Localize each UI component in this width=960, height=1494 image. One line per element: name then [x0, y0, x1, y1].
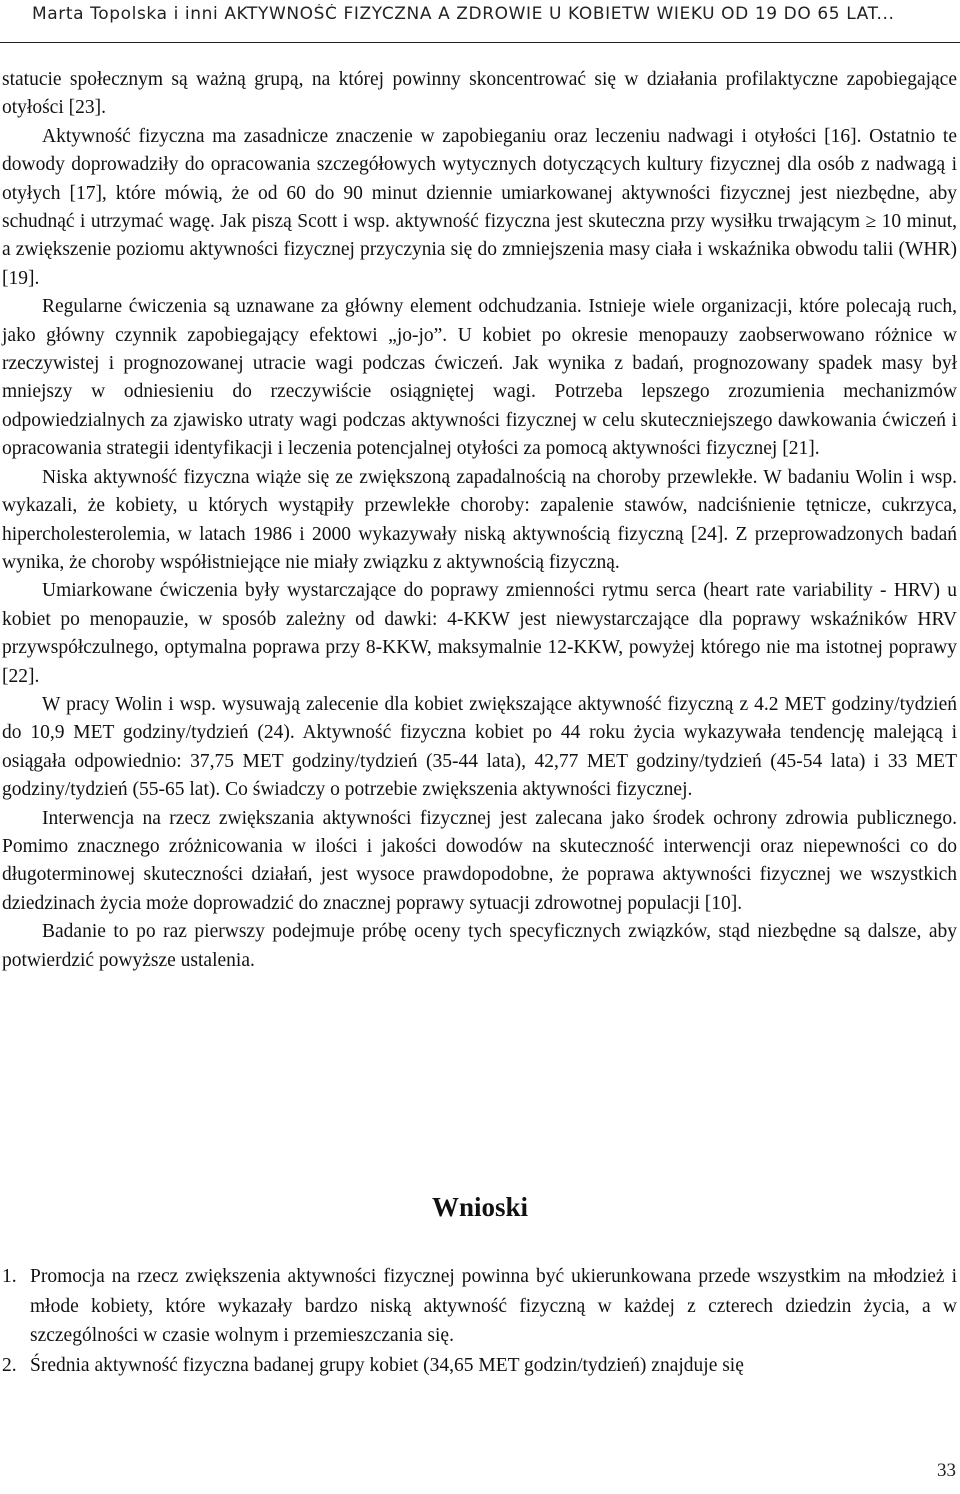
page-number: 33 — [937, 1460, 956, 1481]
paragraph: W pracy Wolin i wsp. wysuwają zalecenie dla kobiet zwiększające aktywność fizyczną z 4.2 MET godziny/tydzień do 10,9 MET godziny/tydzień (24). Aktywność fizyczna kobiet po 44 roku życia wykazywała tendencję malejącą i osiągała odpowiednio: 37,75 MET godziny/tydzień (35-44 lata), 42,77 MET godziny/tydzień (45-54 lata) i 33 MET godziny/tydzień (55-65 lat). Co świadczy o potrzebie zwiększenia aktywności fizycznej. — [2, 693, 957, 801]
paragraph: Umiarkowane ćwiczenia były wystarczające do poprawy zmienności rytmu serca (heart rate variability - HRV) u kobiet po menopauzie, w sposób zależny od dawki: 4-KKW jest niewystarczające dla poprawy wskaźników HRV przywspółczulnego, optymalna poprawa przy 8-KKW, maksymalnie 12-KKW, powyżej którego nie ma istotnej poprawy [22]. — [2, 580, 957, 687]
list-item — [2, 1351, 957, 1381]
body-text — [2, 66, 957, 975]
list-item — [2, 1262, 957, 1351]
header-rule — [0, 42, 960, 43]
list-item-number: 1. — [2, 1266, 17, 1287]
list-item-number: 2. — [2, 1354, 17, 1376]
paragraph: Aktywność fizyczna ma zasadnicze znaczenie w zapobieganiu oraz leczeniu nadwagi i otyłości [16]. Ostatnio te dowody doprowadziły do opracowania szczegółowych wytycznych dotyczących kultury fizycznej dla osób z nadwagą i otyłych [17], które mówią, że od 60 do 90 minut dziennie umiarkowanej aktywności fizycznej jest niezbędne, aby schudnąć i utrzymać wagę. Jak piszą Scott i wsp. aktywność fizyczna jest skuteczna przy wysiłku trwającym ≥ 10 minut, a zwiększenie poziomu aktywności fizycznej przyczynia się do zmniejszenia masy ciała i wskaźnika obwodu talii (WHR) [19]. — [2, 125, 957, 289]
paragraph: Niska aktywność fizyczna wiąże się ze zwiększoną zapadalnością na choroby przewlekłe. W badaniu Wolin i wsp. wykazali, że kobiety, u których wystąpiły przewlekłe choroby: zapalenie stawów, nadciśnienie tętnicze, cukrzyca, hipercholesterolemia, w latach 1986 i 2000 wykazywały niską aktywnością fizyczną [24]. Z przeprowadzonych badań wynika, że choroby współistniejące nie miały związku z aktywnością fizyczną. — [2, 466, 957, 573]
paragraph: Regularne ćwiczenia są uznawane za główny element odchudzania. Istnieje wiele organizacji, które polecają ruch, jako główny czynnik zapobiegający efektowi „jo-jo”. U kobiet po okresie menopauzy zaobserwowano różnice w rzeczywistej i prognozowanej utracie wagi podczas ćwiczeń. Jak wynika z badań, prognozowany spadek masy był mniejszy w odniesieniu do rzeczywiście osiągniętej wagi. Potrzeba lepszego zrozumienia mechanizmów odpowiedzialnych za zjawisko utraty wagi podczas aktywności fizycznej w celu skuteczniejszego dawkowania ćwiczeń i opracowania strategii identyfikacji i leczenia potencjalnej otyłości za pomocą aktywności fizycznej [21]. — [2, 296, 957, 460]
conclusions-list — [2, 1262, 957, 1380]
list-item-text: Promocja na rzecz zwiększenia aktywności fizycznej powinna być ukierunkowana przede wszystkim na młodzież i młode kobiety, które wykazały bardzo niską aktywność fizyczną w każdej z czterech dziedzin życia, a w szczególności w czasie wolnym i przemieszczania się. — [30, 1266, 957, 1346]
running-header: Marta Topolska i inni AKTYWNOŚĆ FIZYCZNA A ZDROWIE U KOBIETW WIEKU OD 19 DO 65 LAT... — [32, 4, 895, 24]
paragraph: Interwencja na rzecz zwiększania aktywności fizycznej jest zalecana jako środek ochrony zdrowia publicznego. Pomimo znacznego zróżnicowania w ilości i jakości dowodów na skuteczność interwencji oraz niepewności co do długoterminowej skuteczności działań, jest wysoce prawdopodobne, że poprawa aktywności fizycznej we wszystkich dziedzinach życia może doprowadzić do znacznej poprawy sytuacji zdrowotnej populacji [10]. — [2, 807, 957, 914]
section-heading: Wnioski — [431, 1192, 529, 1222]
paragraph: Badanie to po raz pierwszy podejmuje próbę oceny tych specyficznych związków, stąd niezbędne są dalsze, aby potwierdzić powyższe ustalenia. — [2, 921, 957, 971]
paragraph: statucie społecznym są ważną grupą, na której powinny skoncentrować się w działania profilaktyczne zapobiegające otyłości [23]. — [2, 69, 957, 119]
list-item-text: Średnia aktywność fizyczna badanej grupy kobiet (34,65 MET godzin/tydzień) znajduje się — [30, 1354, 744, 1376]
